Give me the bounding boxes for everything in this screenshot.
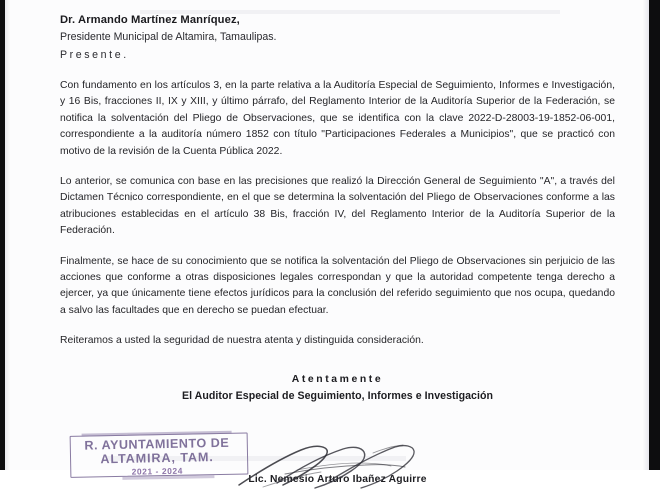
addressee-block (60, 12, 615, 64)
scanner-edge-right (649, 0, 660, 470)
stamp-line-2: ALTAMIRA, TAM. (100, 450, 214, 467)
scanner-edge-left (0, 0, 5, 470)
paragraph-4-closing-courtesy: Reiteramos a usted la seguridad de nuestra atenta y distinguida consideración. (60, 335, 424, 347)
stamp-line-3-years: 2021 - 2024 (131, 465, 184, 477)
addressee-present-line: Presente. (60, 49, 129, 61)
municipal-rubber-stamp (68, 430, 265, 480)
addressee-name: Dr. Armando Martínez Manríquez, (60, 14, 240, 26)
closing-salutation: Atentamente (291, 373, 384, 385)
document-content (60, 12, 615, 497)
stamp-line-1: R. AYUNTAMIENTO DE (84, 435, 230, 453)
addressee-role: Presidente Municipal de Altamira, Tamaulipas. (60, 31, 277, 43)
paragraph-2: Lo anterior, se comunica con base en las precisiones que realizó la Dirección General de Seguimiento "A", a través del Dictamen Técnico correspondiente, en el que se determina la solventación del Pliego de Observaciones conforme a las atribuciones establecidas en el artículo 38 Bis, fracción IV, del Reglamento Interior de la Auditoría Superior de la Federación. (60, 176, 615, 237)
paragraph-1: Con fundamento en los artículos 3, en la parte relativa a la Auditoría Especial de Seguimiento, Informes e Investigación, y 16 Bis, fracciones II, IX y XIII, y último párrafo, del Reglamento Interior de la Auditoría Superior de la Federación, se notifica la solventación del Pliego de Observaciones, que se identifica con la clave 2022-D-28003-19-1852-06-001, correspondiente a la auditoría número 1852 con título "Participaciones Federales a Municipios", que se practicó con motivo de la revisión de la Cuenta Pública 2022. (60, 80, 615, 157)
scanner-edge-left-shadow (5, 0, 10, 470)
document-page (10, 0, 643, 485)
signer-title: El Auditor Especial de Seguimiento, Informes e Investigación (181, 389, 494, 402)
paragraph-3: Finalmente, se hace de su conocimiento que se notifica la solventación del Pliego de Observaciones sin perjuicio de las acciones que conforme a otras disposiciones legales correspondan y que la autoridad competente tenga derecho a ejercer, ya que únicamente tiene efectos jurídicos para la conclusión del referido seguimiento que nos ocupa, quedando a salvo las facultades que en derecho se puedan efectuar. (60, 255, 615, 316)
closing-block (60, 372, 615, 405)
body-paragraphs (60, 78, 615, 350)
signer-name: Lic. Nemesio Arturo Ibañez Aguirre (248, 473, 427, 485)
